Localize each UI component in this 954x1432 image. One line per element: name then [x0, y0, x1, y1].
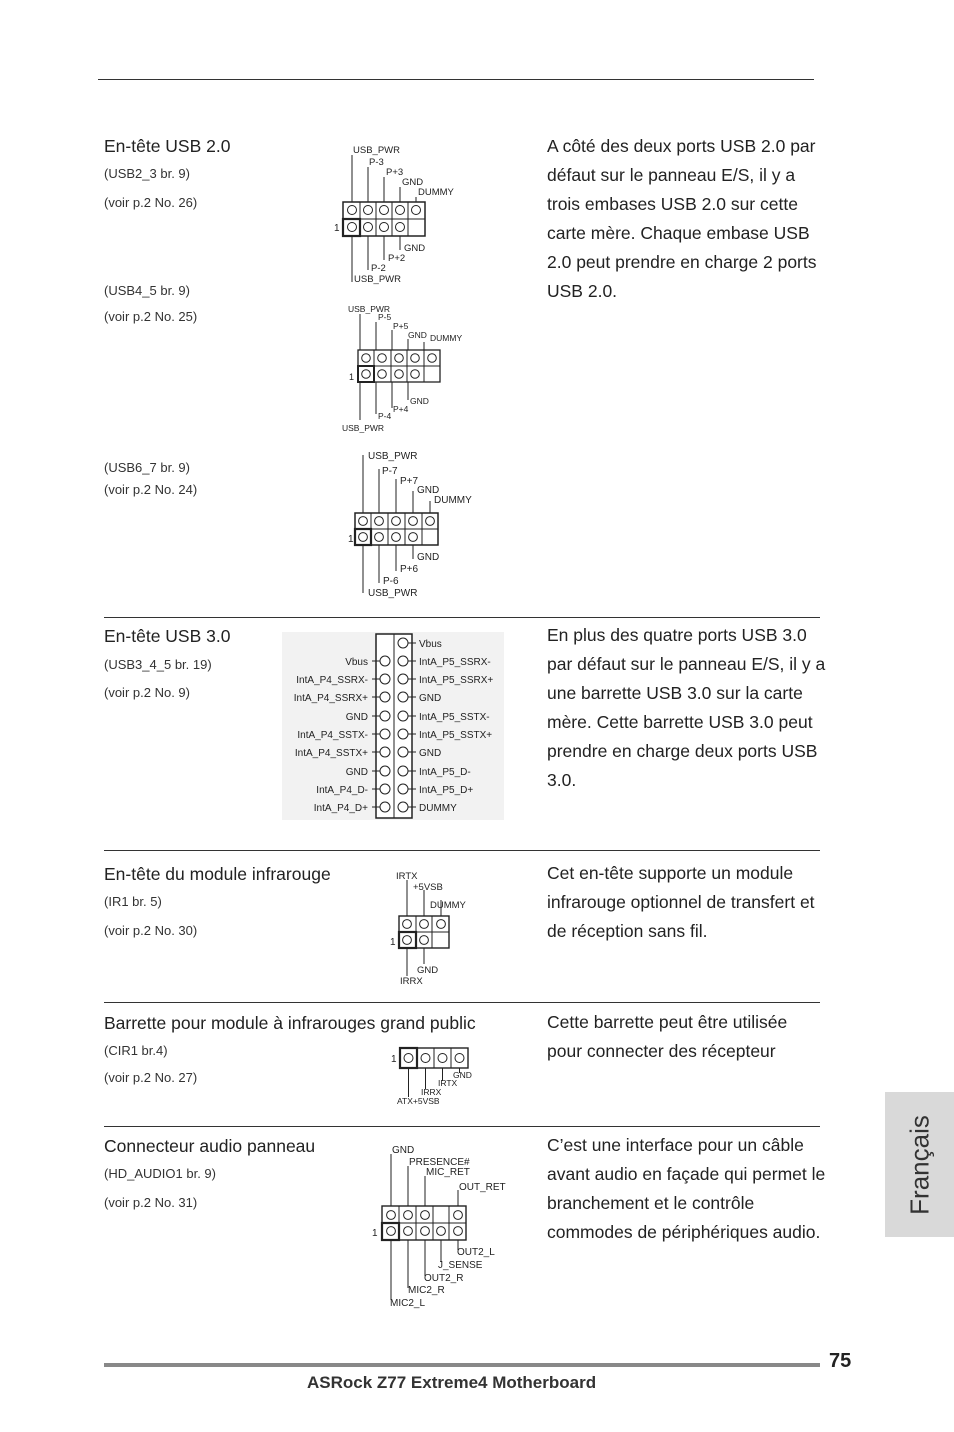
right-pin-label: IntA_P5_D+ [419, 785, 474, 796]
audio-title: Connecteur audio panneau [104, 1136, 316, 1156]
label: DUMMY [434, 495, 472, 506]
left-pin-label: IntA_P4_D+ [313, 803, 368, 814]
usb6-7-pins: (USB6_7 br. 9) [104, 460, 190, 475]
usb3-description: En plus des quatre ports USB 3.0 par défaut sur le panneau E/S, il y a une barrette USB 3.0 sur la carte mère. Cette barrette USB 3.0 peut prendre en charge deux ports USB 3.0. [547, 625, 826, 790]
pin1-label: 1 [372, 1228, 378, 1239]
audio-pins: (HD_AUDIO1 br. 9) [104, 1166, 216, 1181]
section-divider [104, 850, 820, 851]
top-rule [98, 79, 814, 80]
label: GND [402, 177, 424, 188]
label: DUMMY [418, 187, 454, 198]
label: GND [410, 396, 429, 406]
right-pin-label: IntA_P5_SSTX+ [419, 730, 493, 741]
pin1-label: 1 [390, 937, 396, 948]
right-pin-label: GND [419, 748, 442, 759]
usb2-3-ref: (voir p.2 No. 26) [104, 195, 198, 210]
section-divider [104, 1002, 820, 1003]
left-pin-label: Vbus [345, 657, 368, 668]
left-pin-label: IntA_P4_D- [316, 785, 368, 796]
left-pin-label: IntA_P4_SSTX+ [294, 748, 368, 759]
label: IRRX [421, 1087, 442, 1097]
usb2-description: A côté des deux ports USB 2.0 par défaut sur le panneau E/S, il y a trois embases USB 2.0 sur cette carte mère. Chaque embase USB 2.0 peut prendre en charge 2 ports USB 2.0. [547, 136, 817, 301]
pin1-label: 1 [391, 1054, 397, 1065]
label: P-3 [369, 157, 384, 168]
label: GND [408, 330, 427, 340]
cir-pins: (CIR1 br.4) [104, 1043, 168, 1058]
cir-ref: (voir p.2 No. 27) [104, 1070, 198, 1085]
right-pin-label: IntA_P5_SSRX- [419, 657, 491, 668]
language-tab [885, 1092, 954, 1237]
ir-description: Cet en-tête supporte un module infrarouge optionnel de transfert et de réception sans fil. [547, 863, 815, 941]
label: P-7 [382, 466, 398, 477]
audio-header-diagram [368, 1142, 518, 1312]
pin1-label: 1 [349, 372, 355, 382]
ir-pins: (IR1 br. 5) [104, 894, 162, 909]
usb3-header-diagram [282, 632, 504, 820]
page-number: 75 [829, 1350, 852, 1372]
label: GND [417, 552, 440, 563]
label: P+5 [393, 321, 409, 331]
language-tab-label: Français [904, 1114, 934, 1215]
left-pin-label: GND [345, 712, 368, 723]
label: MIC2_L [390, 1298, 426, 1309]
label: USB_PWR [342, 423, 385, 433]
label: USB_PWR [353, 145, 400, 156]
label: P-6 [383, 576, 399, 587]
label: GND [417, 965, 439, 976]
section-divider [104, 617, 820, 618]
label: OUT2_L [457, 1247, 495, 1258]
audio-ref: (voir p.2 No. 31) [104, 1195, 198, 1210]
right-pin-label: DUMMY [419, 803, 457, 814]
label: USB_PWR [368, 451, 418, 462]
label: GND [392, 1145, 415, 1156]
label: GND [417, 485, 440, 496]
usb3-title: En-tête USB 3.0 [104, 626, 231, 646]
section-divider [104, 1126, 820, 1127]
usb4-5-pins: (USB4_5 br. 9) [104, 283, 190, 298]
right-pin-label: IntA_P5_D- [419, 767, 471, 778]
ir-ref: (voir p.2 No. 30) [104, 923, 198, 938]
label: DUMMY [430, 333, 463, 343]
label: DUMMY [430, 900, 466, 911]
footer-product-name: ASRock Z77 Extreme4 Motherboard [307, 1373, 597, 1392]
right-pin-label: Vbus [419, 639, 442, 650]
label: OUT_RET [459, 1182, 506, 1193]
label: P-5 [378, 312, 392, 322]
label: P+4 [393, 404, 409, 414]
audio-description: C’est une interface pour un câble avant audio en façade qui permet le branchement et le contrôle commodes de périphériques audio. [547, 1135, 826, 1242]
ir-header-diagram [388, 868, 488, 988]
pin1-label: 1 [334, 223, 340, 234]
usb3-ref: (voir p.2 No. 9) [104, 685, 190, 700]
left-pin-label: IntA_P4_SSRX+ [293, 693, 368, 704]
cir-title: Barrette pour module à infrarouges grand public [104, 1013, 476, 1033]
left-pin-label: GND [345, 767, 368, 778]
label: USB_PWR [348, 304, 391, 314]
cir-header-diagram [390, 1045, 490, 1107]
usb2-3-header-diagram [330, 140, 490, 290]
ir-title: En-tête du module infrarouge [104, 864, 331, 884]
label: IRRX [400, 976, 423, 987]
usb4-5-header-diagram [340, 302, 480, 437]
label: P+3 [386, 167, 404, 178]
label: P+7 [400, 476, 419, 487]
label: OUT2_R [424, 1273, 464, 1284]
label: GND [404, 243, 426, 254]
label: PRESENCE# [409, 1157, 470, 1168]
label: ATX+5VSB [397, 1096, 440, 1106]
usb6-7-header-diagram [345, 447, 495, 602]
label: P-4 [378, 411, 392, 421]
footer-bar [104, 1363, 820, 1367]
usb2-title: En-tête USB 2.0 [104, 136, 231, 156]
right-pin-label: GND [419, 693, 442, 704]
usb3-pins: (USB3_4_5 br. 19) [104, 657, 212, 672]
left-pin-label: IntA_P4_SSTX- [297, 730, 368, 741]
usb2-3-pins: (USB2_3 br. 9) [104, 166, 190, 181]
label: MIC_RET [426, 1167, 470, 1178]
pin1-label: 1 [348, 534, 354, 545]
label: USB_PWR [354, 274, 401, 285]
label: +5VSB [413, 882, 443, 893]
label: MIC2_R [408, 1285, 445, 1296]
label: P+2 [388, 253, 406, 264]
label: P+6 [400, 564, 419, 575]
right-pin-label: IntA_P5_SSTX- [419, 712, 490, 723]
usb4-5-ref: (voir p.2 No. 25) [104, 309, 198, 324]
right-pin-label: IntA_P5_SSRX+ [419, 675, 494, 686]
left-pin-label: IntA_P4_SSRX- [296, 675, 368, 686]
label: USB_PWR [368, 588, 418, 599]
label: IRTX [438, 1078, 458, 1088]
label: P-2 [371, 263, 386, 274]
label: IRTX [396, 871, 418, 882]
label: J_SENSE [438, 1260, 483, 1271]
usb6-7-ref: (voir p.2 No. 24) [104, 482, 198, 497]
label: GND [453, 1070, 472, 1080]
cir-description: Cette barrette peut être utilisée pour connecter des récepteur [547, 1012, 788, 1061]
